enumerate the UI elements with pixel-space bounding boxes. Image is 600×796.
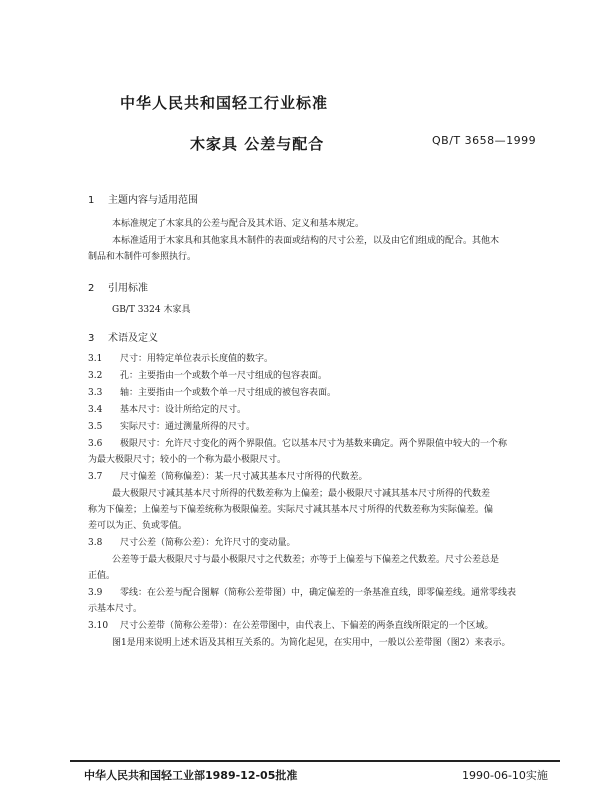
clause-3-7 [88,470,368,484]
clause-text: 实际尺寸：通过测量所得的尺寸。 [120,422,256,432]
effective-date: 1990-06-10实施 [462,769,548,782]
paragraph-line: 图1是用来说明上述术语及其相互关系的。为简化起见，在实用中，一般以公差带图（图2）来表示。 [112,638,511,648]
clause-3-2 [88,369,327,383]
standard-code: QB/T 3658—1999 [432,134,537,147]
clause-number: 3.1 [88,354,103,364]
clause-text: 轴：主要指由一个或数个单一尺寸组成的被包容表面。 [120,388,337,398]
clause-text: 尺寸公差带（简称公差带）：在公差带图中，由代表上、下偏差的两条直线所限定的一个区域。 [120,621,494,631]
paragraph-line: 差可以为正、负或零值。 [88,521,188,531]
paragraph-line: 制品和木制件可参照执行。 [88,252,197,262]
footer-rule [70,760,560,762]
clause-text: 尺寸：用特定单位表示长度值的数字。 [120,354,274,364]
section-title: 主题内容与适用范围 [108,195,198,206]
section-1-heading [88,191,198,206]
clause-3-4 [88,403,246,417]
clause-3-8 [88,536,296,550]
clause-text: 极限尺寸：允许尺寸变化的两个界限值。它以基本尺寸为基数来确定。两个界限值中较大的一个称 [120,439,508,449]
clause-3-3 [88,386,336,400]
clause-3-1 [88,352,273,366]
clause-number: 3.10 [88,621,109,631]
clause-number: 3.5 [88,422,103,432]
section-2-heading [88,279,148,294]
clause-number: 3.2 [88,371,103,381]
clause-continuation: 为最大极限尺寸；较小的一个称为最小极限尺寸。 [88,455,287,465]
section-number: 1 [88,195,95,206]
clause-number: 3.8 [88,538,103,548]
section-title: 术语及定义 [108,333,158,344]
clause-3-10 [88,619,494,633]
paragraph-line: 公差等于最大极限尺寸与最小极限尺寸之代数差；亦等于上偏差与下偏差之代数差。尺寸公差总是 [112,555,500,565]
document-title: 木家具 公差与配合 [190,135,325,153]
paragraph-line: 本标准适用于木家具和其他家具木制件的表面或结构的尺寸公差，以及由它们组成的配合。其他木 [112,236,500,246]
clause-3-6 [88,437,507,451]
clause-text: 孔：主要指由一个或数个单一尺寸组成的包容表面。 [120,371,328,381]
paragraph-line: 称为下偏差；上偏差与下偏差统称为极限偏差。实际尺寸减其基本尺寸所得的代数差称为实际偏差。偏 [88,505,494,515]
clause-number: 3.9 [88,588,103,598]
clause-number: 3.4 [88,405,103,415]
clause-number: 3.6 [88,439,103,449]
clause-number: 3.7 [88,472,103,482]
section-number: 2 [88,283,95,294]
section-3-heading [88,329,158,344]
paragraph-line: 正值。 [88,571,116,581]
clause-number: 3.3 [88,388,103,398]
reference-standard: GB/T 3324 木家具 [112,305,191,315]
paragraph: 本标准规定了木家具的公差与配合及其术语、定义和基本规定。 [112,219,365,229]
clause-3-5 [88,420,255,434]
approval-line: 中华人民共和国轻工业部1989-12-05批准 [84,769,298,782]
section-number: 3 [88,333,95,344]
standard-title: 中华人民共和国轻工行业标准 [120,94,329,112]
clause-text: 尺寸公差（简称公差）：允许尺寸的变动量。 [120,538,296,548]
clause-3-9 [88,586,516,600]
clause-text: 基本尺寸：设计所给定的尺寸。 [120,405,247,415]
clause-continuation: 示基本尺寸。 [88,604,143,614]
section-title: 引用标准 [108,283,148,294]
clause-text: 零线：在公差与配合图解（简称公差带图）中，确定偏差的一条基准直线，即零偏差线。通常零线表 [120,588,517,598]
paragraph-line: 最大极限尺寸减其基本尺寸所得的代数差称为上偏差；最小极限尺寸减其基本尺寸所得的代数差 [112,489,491,499]
clause-text: 尺寸偏差（简称偏差）：某一尺寸减其基本尺寸所得的代数差。 [120,472,368,482]
